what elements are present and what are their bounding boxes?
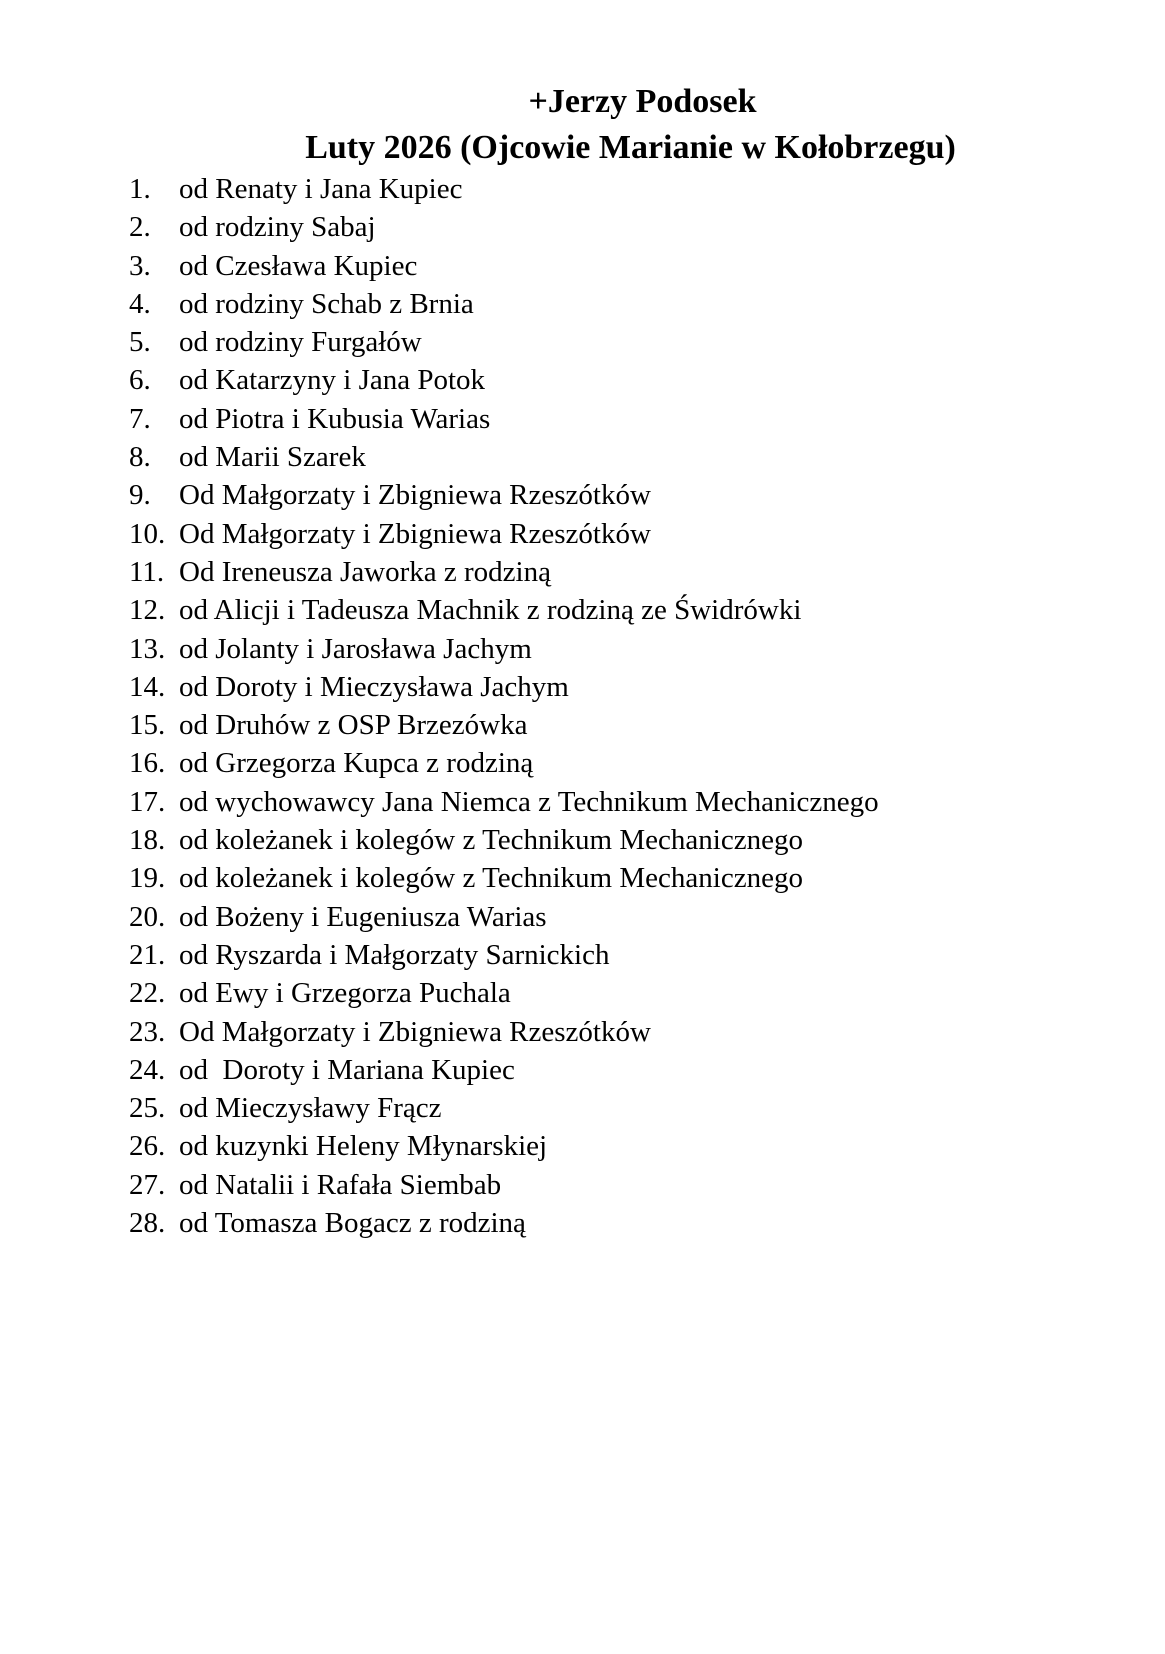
list-item [0, 400, 1100, 438]
list-item [0, 1204, 1100, 1242]
list-item [0, 285, 1100, 323]
list-item-text: od Natalii i Rafała Siembab [179, 1168, 502, 1201]
list-item [0, 323, 1100, 361]
list-item [0, 591, 1100, 629]
list-item-text: Od Małgorzaty i Zbigniewa Rzeszótków [179, 1015, 651, 1048]
list-item-text: od Marii Szarek [179, 441, 366, 474]
list-item-number: 19. [129, 862, 166, 895]
list-item-number: 11. [129, 555, 165, 588]
list-item-text: od koleżanek i kolegów z Technikum Mechanicznego [179, 862, 803, 895]
list-item-text: od Doroty i Mieczysława Jachym [179, 670, 569, 703]
list-item-number: 13. [129, 632, 166, 665]
list-item-text: od Tomasza Bogacz z rodziną [179, 1207, 526, 1240]
list-item-number: 4. [129, 287, 151, 320]
list-item [0, 553, 1100, 591]
list-item-number: 9. [129, 479, 151, 512]
list-item-text: od kuzynki Heleny Młynarskiej [179, 1130, 548, 1163]
list-item [0, 706, 1100, 744]
list-item-text: od Katarzyny i Jana Potok [179, 364, 486, 397]
list-item-text: od rodziny Furgałów [179, 326, 422, 359]
list-item [0, 668, 1100, 706]
list-item [0, 783, 1100, 821]
list-item-number: 27. [129, 1168, 166, 1201]
list-item [0, 1051, 1100, 1089]
list-item-number: 24. [129, 1053, 166, 1086]
list-item-text: od Ewy i Grzegorza Puchala [179, 977, 511, 1010]
list-item-number: 28. [129, 1207, 166, 1240]
list-item-number: 17. [129, 785, 166, 818]
list-item [0, 1013, 1100, 1051]
list-item [0, 515, 1100, 553]
list-item-text: od Bożeny i Eugeniusza Warias [179, 900, 547, 933]
list-item-text: od Czesława Kupiec [179, 249, 418, 282]
dedication-list [0, 170, 1100, 1242]
list-item [0, 361, 1100, 399]
list-item-number: 7. [129, 402, 151, 435]
list-item-text: od Jolanty i Jarosława Jachym [179, 632, 532, 665]
list-item-text: od Druhów z OSP Brzezówka [179, 709, 528, 742]
list-item-number: 3. [129, 249, 151, 282]
list-item-text: od Doroty i Mariana Kupiec [179, 1053, 515, 1086]
list-item-text: od wychowawcy Jana Niemca z Technikum Mechanicznego [179, 785, 879, 818]
list-item-number: 16. [129, 747, 166, 780]
list-item-number: 23. [129, 1015, 166, 1048]
list-item-number: 25. [129, 1092, 166, 1125]
list-item-text: od Grzegorza Kupca z rodziną [179, 747, 534, 780]
list-item-text: od Mieczysławy Frącz [179, 1092, 442, 1125]
list-item-text: Od Małgorzaty i Zbigniewa Rzeszótków [179, 517, 651, 550]
list-item [0, 438, 1100, 476]
list-item-number: 18. [129, 824, 166, 857]
list-item-number: 15. [129, 709, 166, 742]
list-item-text: Od Ireneusza Jaworka z rodziną [179, 555, 551, 588]
list-item [0, 476, 1100, 514]
list-item [0, 630, 1100, 668]
list-item-number: 8. [129, 441, 151, 474]
list-item-number: 12. [129, 594, 166, 627]
list-item [0, 170, 1100, 208]
list-item [0, 898, 1100, 936]
list-item [0, 936, 1100, 974]
list-item [0, 1166, 1100, 1204]
list-item-number: 26. [129, 1130, 166, 1163]
list-item [0, 1127, 1100, 1165]
list-item-number: 22. [129, 977, 166, 1010]
list-item-text: od Piotra i Kubusia Warias [179, 402, 491, 435]
list-item-number: 20. [129, 900, 166, 933]
list-item [0, 247, 1100, 285]
list-item [0, 821, 1100, 859]
list-item-text: od Renaty i Jana Kupiec [179, 173, 463, 205]
list-item-text: od rodziny Schab z Brnia [179, 287, 474, 320]
list-item-number: 6. [129, 364, 151, 397]
list-item-text: Od Małgorzaty i Zbigniewa Rzeszótków [179, 479, 651, 512]
list-item-text: od rodziny Sabaj [179, 211, 376, 244]
list-item [0, 859, 1100, 897]
list-item [0, 1089, 1100, 1127]
list-item-text: od Alicji i Tadeusza Machnik z rodziną ze Świdrówki [179, 594, 802, 627]
list-item-number: 14. [129, 670, 166, 703]
list-item [0, 744, 1100, 782]
list-item [0, 208, 1100, 246]
list-item-number: 2. [129, 211, 151, 244]
list-item-number: 5. [129, 326, 151, 359]
document-subtitle: Luty 2026 (Ojcowie Marianie w Kołobrzegu) [305, 129, 956, 166]
list-item-number: 10. [129, 517, 166, 550]
list-item-number: 1. [129, 173, 151, 205]
list-item-number: 21. [129, 938, 166, 971]
list-item-text: od Ryszarda i Małgorzaty Sarnickich [179, 938, 610, 971]
document-title: +Jerzy Podosek [528, 83, 757, 120]
list-item [0, 974, 1100, 1012]
list-item-text: od koleżanek i kolegów z Technikum Mechanicznego [179, 824, 803, 857]
